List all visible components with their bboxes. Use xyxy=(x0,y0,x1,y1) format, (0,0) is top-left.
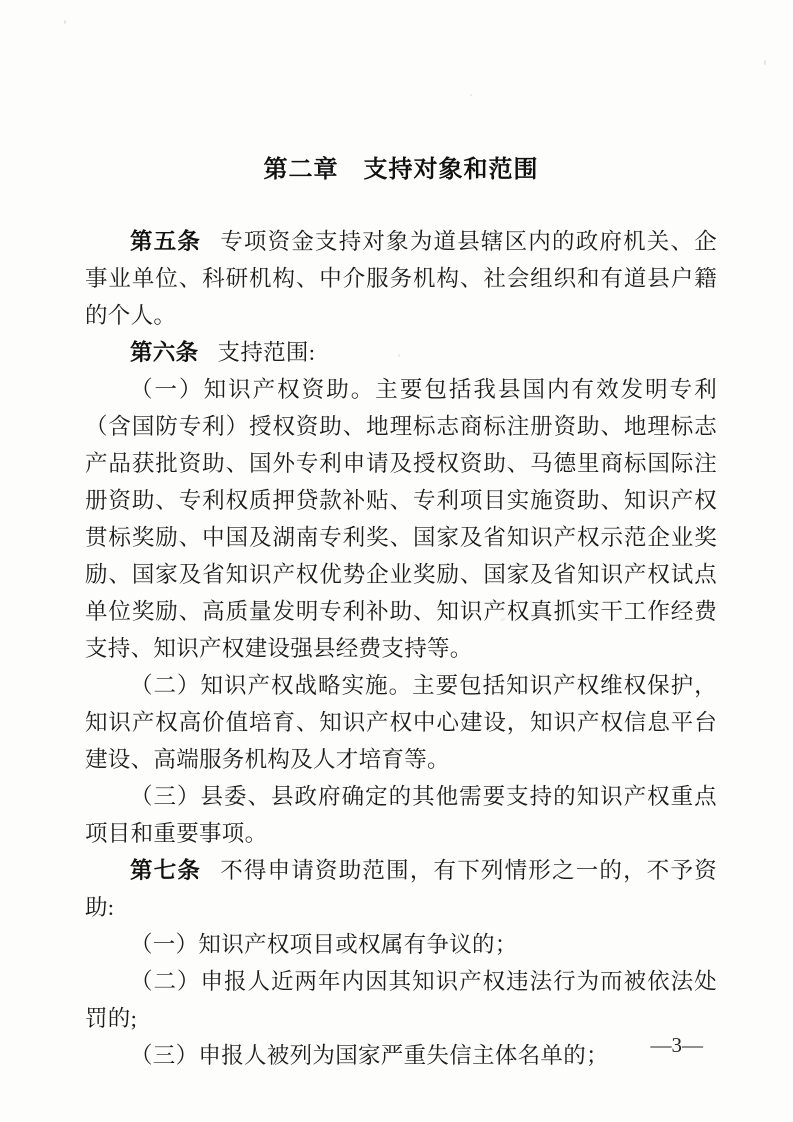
article-7-text: 不得申请资助范围，有下列情形之一的，不予资助: xyxy=(85,858,717,920)
article-7 xyxy=(85,852,717,926)
document-body xyxy=(85,152,717,1074)
scan-speck xyxy=(764,60,766,65)
page-number: —3— xyxy=(650,1033,703,1057)
scan-speck xyxy=(470,94,472,96)
scan-speck xyxy=(64,20,66,24)
article-5 xyxy=(85,223,717,334)
article-5-text: 专项资金支持对象为道县辖区内的政府机关、企事业单位、科研机构、中介服务机构、社会组织和有道县户籍的个人。 xyxy=(85,229,717,328)
article-6-item-2: （二）知识产权战略实施。主要包括知识产权维权保护，知识产权高价值培育、知识产权中心建设，知识产权信息平台建设、高端服务机构及人才培育等。 xyxy=(85,673,717,772)
article-7-item-1: （一）知识产权项目或权属有争议的； xyxy=(130,932,518,957)
chapter-title: 第二章 支持对象和范围 xyxy=(263,157,539,183)
article-6-label: 第六条 xyxy=(130,340,199,365)
article-6-text: 支持范围: xyxy=(217,340,316,365)
article-6-item-3: （三）县委、县政府确定的其他需要支持的知识产权重点项目和重要事项。 xyxy=(85,784,717,846)
article-7-item-2: （二）申报人近两年内因其知识产权违法行为而被依法处罚的; xyxy=(85,969,717,1031)
article-6-item-1: （一）知识产权资助。主要包括我县国内有效发明专利（含国防专利）授权资助、地理标志商标注册资助、地理标志产品获批资助、国外专利申请及授权资助、马德里商标国际注册资助、专利权质押贷款补贴、专利项目实施资助、知识产权贯标奖励、中国及湖南专利奖、国家及省知识产权示范企业奖励、国家及省知识产权优势企业奖励、国家及省知识产权试点单位奖励、高质量发明专利补助、知识产权真抓实干工作经费支持、知识产权建设强县经费支持等。 xyxy=(85,377,717,661)
article-6 xyxy=(85,334,717,371)
article-7-label: 第七条 xyxy=(130,858,202,883)
article-5-label: 第五条 xyxy=(130,229,202,254)
article-7-item-3: （三）申报人被列为国家严重失信主体名单的； xyxy=(130,1043,609,1068)
